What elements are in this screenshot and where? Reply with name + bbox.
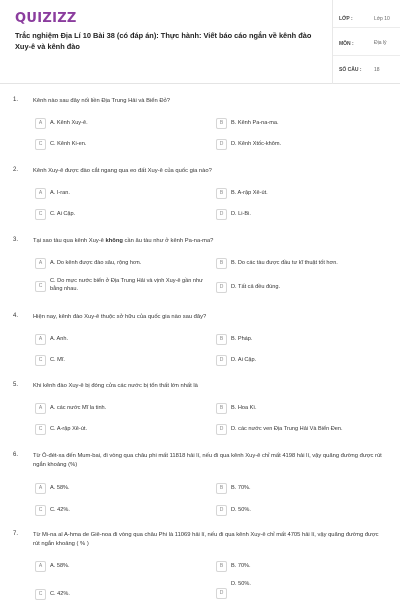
option-letter: D: [216, 355, 227, 366]
option-text: A. I-ran.: [50, 190, 70, 196]
option-text: B. 70%.: [231, 563, 251, 569]
option-letter: A: [35, 483, 46, 494]
option-text: C. 42%.: [50, 591, 70, 597]
meta-row-grade: [333, 0, 400, 28]
option-letter: D: [216, 139, 227, 150]
option-text: D. các nước ven Địa Trung Hải Và Biển Đen.: [231, 426, 343, 432]
option-text: A. 58%.: [50, 485, 70, 491]
option-text: C. A-rập Xê-út.: [50, 426, 87, 432]
question-text: Từ Mi-na al A-hma de Giê-noa đi vòng qua châu Phi là 11069 hải lí, nếu đi qua kênh Xuy-ê chỉ mất 4705 hải lí, vậy quãng đường được rút ngắn khoảng ( % ): [33, 532, 379, 547]
option-letter: A: [35, 118, 46, 129]
option-letter: B: [216, 483, 227, 494]
option-letter: C: [35, 139, 46, 150]
option-letter: C: [35, 424, 46, 435]
option-text: C. Do mực nước biển ở Địa Trung Hải và vịnh Xuy-ê gần như bằng nhau.: [50, 278, 203, 292]
option-letter: C: [35, 355, 46, 366]
meta-label: MÔN :: [339, 41, 354, 47]
option-letter: D: [216, 588, 227, 599]
question-text: Kênh Xuy-ê được đào cắt ngang qua eo đất Xuy-ê của quốc gia nào?: [33, 168, 212, 174]
question-number: 4.: [13, 313, 19, 319]
option-text: D. Li-Bi.: [231, 211, 251, 217]
option-letter: B: [216, 188, 227, 199]
document-title: Trắc nghiệm Địa Lí 10 Bài 38 (có đáp án): Thực hành: Viết báo cáo ngắn về kênh đào Xuy-ê và kênh đào: [15, 31, 312, 51]
option-letter: B: [216, 118, 227, 129]
option-letter: B: [216, 561, 227, 572]
option-text: B. Pháp.: [231, 336, 253, 342]
option-text: C. Mĩ.: [50, 357, 65, 363]
question-text: Hiện nay, kênh đào Xuy-ê thuộc sở hữu của quốc gia nào sau đây?: [33, 314, 207, 320]
option-letter: D: [216, 209, 227, 220]
option-text: B. Hoa Kì.: [231, 405, 257, 411]
question-number: 2.: [13, 167, 19, 173]
question-text: Kênh nào sau đây nối liền Địa Trung Hải và Biển Đỏ?: [33, 98, 170, 104]
option-text: C. Kênh Ki-en.: [50, 141, 87, 147]
question-text: Tại sao tàu qua kênh Xuy-ê không cần âu tàu như ở kênh Pa-na-ma?: [33, 238, 214, 244]
meta-value: Lớp 10: [374, 16, 390, 22]
question-number: 5.: [13, 382, 19, 388]
option-letter: D: [216, 282, 227, 293]
option-text: A. 58%.: [50, 563, 70, 569]
question-text: Từ Ô-đét-xa đến Mum-bai, đi vòng qua châu phi mất 11818 hải lí, nếu đi qua kênh Xuy-ê chỉ mất 4198 hải lí, vậy quãng đường được rút ngắn khoảng (%): [33, 453, 382, 468]
meta-value: Địa lý: [374, 40, 387, 46]
option-text: B. Do các tàu được đầu tư kĩ thuật tốt hơn.: [231, 260, 338, 266]
emphasis-text: không: [105, 238, 123, 244]
option-text: B. A-rập Xê-út.: [231, 190, 268, 196]
option-text: A. Kênh Xuy-ê.: [50, 120, 88, 126]
question-number: 7.: [13, 531, 19, 537]
option-letter: A: [35, 258, 46, 269]
question-number: 3.: [13, 237, 19, 243]
question-number: 6.: [13, 452, 19, 458]
option-text: D. 50%.: [231, 581, 251, 587]
meta-row-count: [333, 56, 400, 84]
option-letter: C: [35, 505, 46, 516]
question-number: 1.: [13, 97, 19, 103]
meta-panel: [332, 0, 400, 84]
option-text: A. Anh.: [50, 336, 69, 342]
option-letter: C: [35, 209, 46, 220]
option-text: D. Ai Cập.: [231, 357, 257, 363]
page-header: [0, 0, 400, 84]
option-text: D. 50%.: [231, 507, 251, 513]
option-text: B. Kênh Pa-na-ma.: [231, 120, 279, 126]
question-text: Khi kênh đào Xuy-ê bị đóng cửa các nước bị tổn thất lớn nhất là: [33, 383, 198, 389]
option-letter: D: [216, 505, 227, 516]
option-letter: A: [35, 334, 46, 345]
option-letter: B: [216, 334, 227, 345]
option-text: D. Kênh Xtốc-khôm.: [231, 141, 282, 147]
meta-row-subject: [333, 28, 400, 56]
option-text: A. các nước Mĩ la tinh.: [50, 405, 107, 411]
option-text: C. Ai Cập.: [50, 211, 76, 217]
option-text: D. Tất cả đều đúng.: [231, 284, 281, 290]
option-letter: A: [35, 188, 46, 199]
option-text: B. 70%.: [231, 485, 251, 491]
option-letter: D: [216, 424, 227, 435]
option-letter: C: [35, 589, 46, 600]
meta-value: 18: [374, 67, 380, 73]
meta-label: LỚP :: [339, 16, 353, 22]
option-letter: B: [216, 258, 227, 269]
option-letter: A: [35, 561, 46, 572]
option-text: C. 42%.: [50, 507, 70, 513]
option-letter: C: [35, 281, 46, 292]
option-text: A. Do kênh được đào sâu, rộng hơn.: [50, 260, 142, 266]
meta-label: SỐ CÂU :: [339, 67, 362, 73]
option-letter: B: [216, 403, 227, 414]
quizizz-logo: QUIZIZZ: [15, 11, 77, 26]
option-letter: A: [35, 403, 46, 414]
